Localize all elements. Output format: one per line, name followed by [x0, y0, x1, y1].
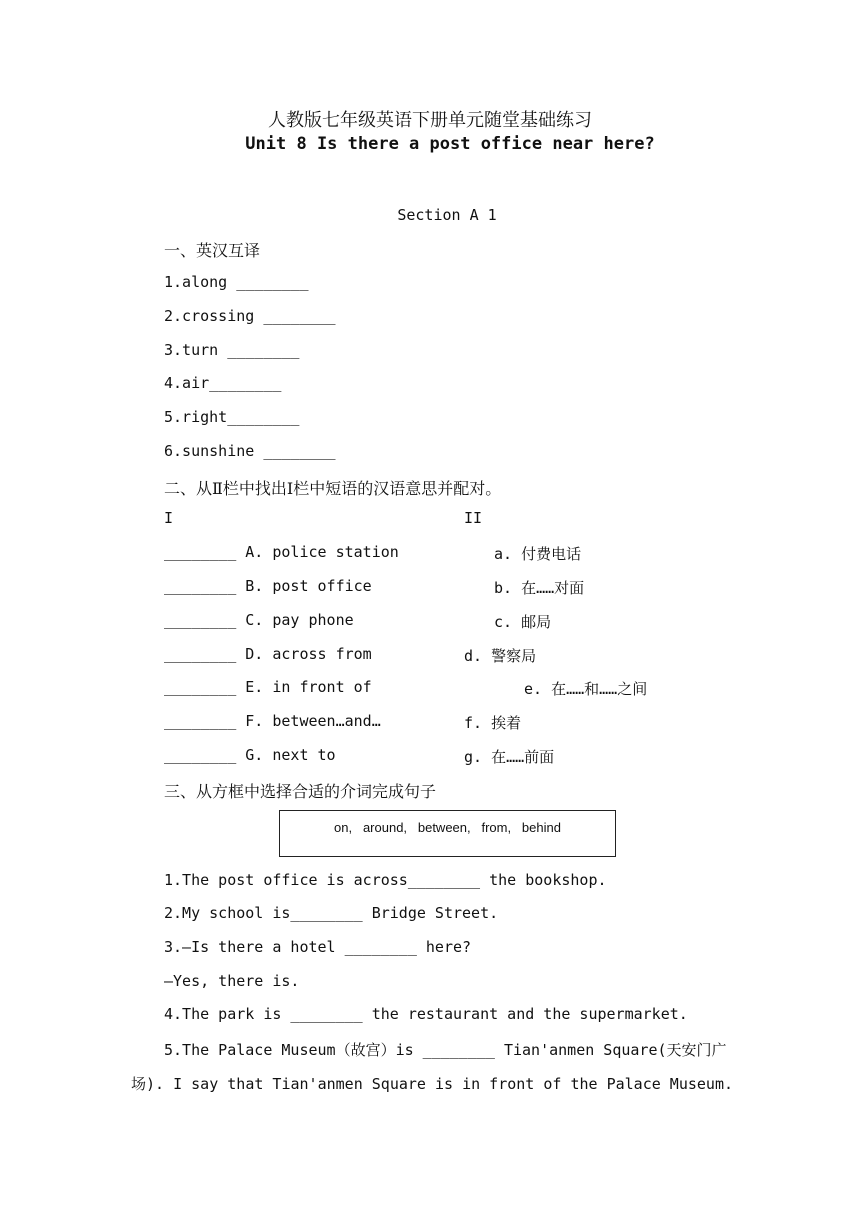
word-box	[279, 810, 616, 857]
match-right-item: b. 在……对面	[494, 579, 585, 597]
section-label: Section A 1	[397, 206, 497, 224]
part2-heading: 二、从Ⅱ栏中找出Ⅰ栏中短语的汉语意思并配对。	[164, 479, 502, 498]
match-right-item: g. 在……前面	[464, 748, 555, 766]
word-box-text: on, around, between, from, behind	[334, 820, 561, 835]
column-header-2: II	[464, 509, 483, 527]
match-right-item: d. 警察局	[464, 647, 537, 665]
column-header-1: I	[164, 509, 174, 527]
match-left-item: ________ F. between…and…	[164, 712, 381, 730]
sentence-item: —Yes, there is.	[164, 972, 300, 990]
sentence-item: 5.The Palace Museum（故宫）is ________ Tian'anmen Square(天安门广	[164, 1041, 727, 1059]
match-left-item: ________ C. pay phone	[164, 611, 354, 629]
match-right-item: a. 付费电话	[494, 545, 582, 563]
match-left-item: ________ G. next to	[164, 746, 336, 764]
match-left-item: ________ B. post office	[164, 577, 372, 595]
match-left-item: ________ D. across from	[164, 645, 372, 663]
list-item: 5.right________	[164, 408, 300, 426]
list-item: 4.air________	[164, 374, 282, 392]
document-title-en: Unit 8 Is there a post office near here?	[245, 134, 655, 154]
match-left-item: ________ E. in front of	[164, 678, 372, 696]
part1-heading: 一、英汉互译	[164, 241, 261, 260]
match-right-item: c. 邮局	[494, 613, 552, 631]
sentence-item: 1.The post office is across________ the bookshop.	[164, 871, 607, 889]
sentence-item: 2.My school is________ Bridge Street.	[164, 904, 499, 922]
sentence-item: 场). I say that Tian'anmen Square is in front of the Palace Museum.	[131, 1075, 733, 1093]
sentence-item: 3.—Is there a hotel ________ here?	[164, 938, 472, 956]
list-item: 3.turn ________	[164, 341, 300, 359]
list-item: 2.crossing ________	[164, 307, 336, 325]
document-title-cn: 人教版七年级英语下册单元随堂基础练习	[268, 110, 592, 131]
match-right-item: f. 挨着	[464, 714, 522, 732]
sentence-item: 4.The park is ________ the restaurant and the supermarket.	[164, 1005, 688, 1023]
match-left-item: ________ A. police station	[164, 543, 399, 561]
list-item: 6.sunshine ________	[164, 442, 336, 460]
list-item: 1.along ________	[164, 273, 309, 291]
match-right-item: e. 在……和……之间	[524, 680, 648, 698]
part3-heading: 三、从方框中选择合适的介词完成句子	[164, 782, 437, 801]
